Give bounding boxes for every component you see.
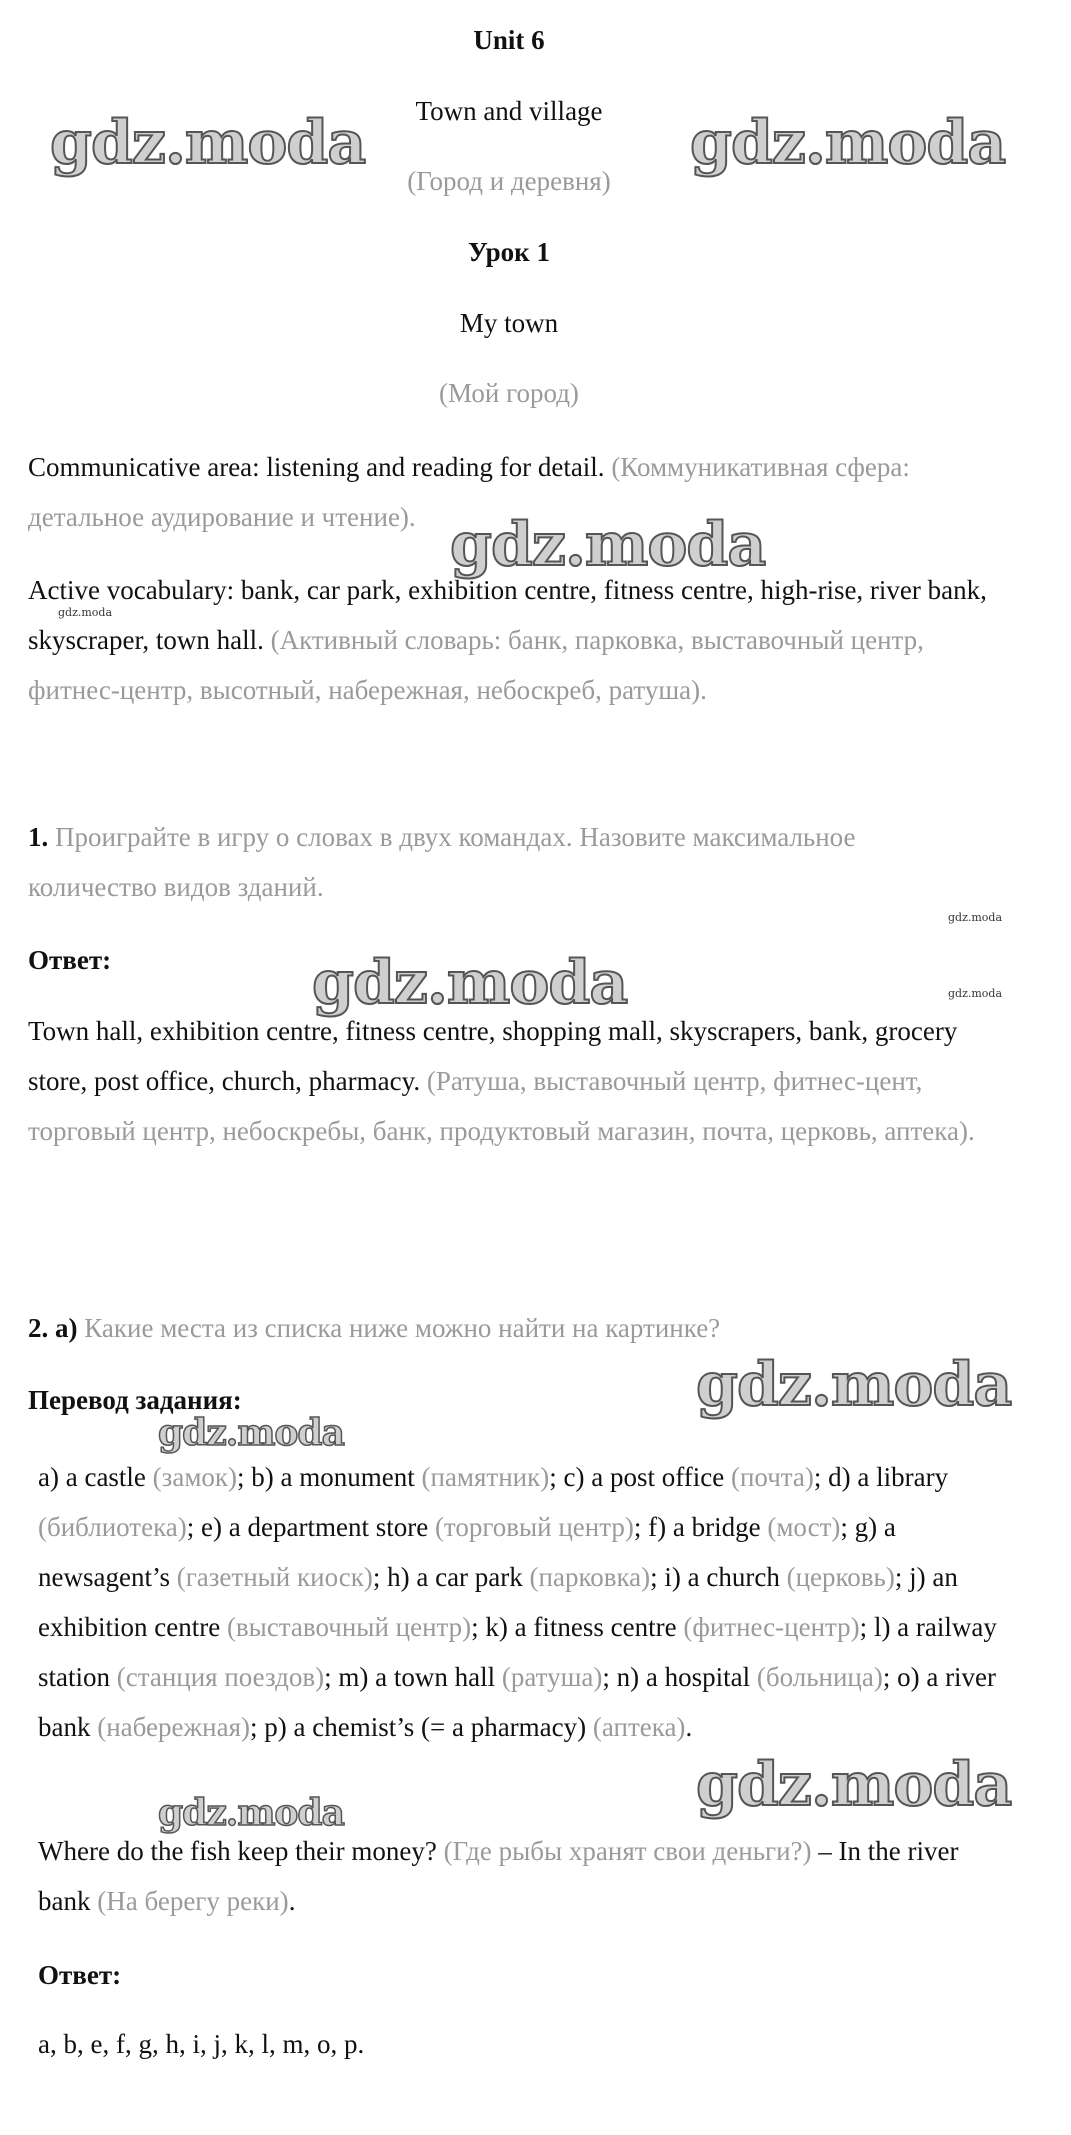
item-separator: ;: [372, 1562, 388, 1592]
item-translation: (торговый центр): [434, 1512, 634, 1542]
task-2-translation-label: Перевод задания:: [28, 1385, 242, 1415]
watermark-small: gdz.moda: [58, 606, 113, 619]
item-translation: (церковь): [786, 1562, 895, 1592]
item-translation: (парковка): [529, 1562, 651, 1592]
watermark-small: gdz.moda: [948, 911, 1003, 924]
watermark-small: gdz.moda: [948, 987, 1003, 1000]
item-label: m) a town hall: [338, 1662, 496, 1692]
lesson-title: My town: [459, 308, 559, 338]
item-label: p) a chemist’s (= a pharmacy): [264, 1712, 587, 1742]
item-separator: ;: [471, 1612, 486, 1642]
item-label: f) a bridge: [648, 1512, 761, 1542]
task-1-instruction-text: Проиграйте в игру о словах в двух командах. Назовите максимальное количество видов зданий.: [28, 822, 856, 902]
item-label: e) a department store: [201, 1512, 429, 1542]
item-translation: (библиотека): [38, 1512, 187, 1542]
item-separator: .: [685, 1712, 693, 1742]
task-2-instruction-text: Какие места из списка ниже можно найти на картинке?: [84, 1313, 721, 1343]
task-1-instruction: [28, 812, 978, 912]
task-2-instruction: [28, 1303, 720, 1353]
active-vocabulary-text: Active vocabulary: bank, car park, exhibition centre, fitness centre, high-rise, river bank, skyscraper, town hall.: [28, 575, 987, 655]
watermark-logo: gdz.moda: [50, 108, 366, 178]
item-translation: (выставочный центр): [226, 1612, 472, 1642]
item-translation: (станция поездов): [116, 1662, 325, 1692]
item-separator: ;: [186, 1512, 202, 1542]
item-label: g) a newsagent’s: [38, 1512, 896, 1592]
item-separator: ;: [237, 1462, 252, 1492]
item-translation: (почта): [730, 1462, 814, 1492]
item-label: l) a railway station: [38, 1612, 997, 1692]
lesson-title-translation: (Мой город): [439, 378, 579, 408]
watermark-logo: gdz.moda: [312, 948, 628, 1018]
joke-answer-translation: (На берегу реки): [97, 1886, 289, 1916]
item-translation: (замок): [152, 1462, 238, 1492]
item-separator: ;: [882, 1662, 898, 1692]
task-2-answer-label: Ответ:: [38, 1960, 122, 1990]
item-separator: ;: [250, 1712, 265, 1742]
item-separator: ;: [549, 1462, 564, 1492]
item-separator: ;: [633, 1512, 649, 1542]
unit-title-translation: (Город и деревня): [407, 166, 611, 196]
watermark-logo: gdz.moda: [696, 1750, 1012, 1820]
item-label: h) a car park: [387, 1562, 523, 1592]
item-label: j) an exhibition centre: [38, 1562, 958, 1642]
item-label: o) a river bank: [38, 1662, 997, 1742]
item-label: b) a monument: [251, 1462, 415, 1492]
item-translation: (газетный киоск): [176, 1562, 373, 1592]
unit-title: Town and village: [415, 96, 603, 126]
item-separator: ;: [602, 1662, 617, 1692]
communicative-area-translation: (Коммуникативная сфера: детальное аудирование и чтение).: [28, 452, 910, 532]
item-translation: (аптека): [592, 1712, 686, 1742]
task-2-number: 2. а): [28, 1313, 78, 1343]
task-1-answer: [28, 1006, 1003, 1156]
task-1-answer-translation: (Ратуша, выставочный центр, фитнес-цент, торговый центр, небоскребы, банк, продуктовый магазин, почта, церковь, аптека).: [28, 1066, 975, 1146]
item-label: a) a castle: [38, 1462, 146, 1492]
task-1-number: 1.: [28, 822, 49, 852]
task-2-items-list: [38, 1452, 1013, 1752]
item-label: c) a post office: [563, 1462, 725, 1492]
joke-period: .: [288, 1886, 296, 1916]
item-translation: (фитнес-центр): [683, 1612, 860, 1642]
item-separator: ;: [859, 1612, 874, 1642]
lesson-heading: Урок 1: [468, 237, 550, 267]
item-translation: (мост): [767, 1512, 841, 1542]
joke-answer: – In the river bank: [38, 1836, 959, 1916]
active-vocabulary-paragraph: [28, 565, 1018, 715]
item-separator: ;: [324, 1662, 339, 1692]
item-translation: (ратуша): [501, 1662, 603, 1692]
item-separator: ;: [813, 1462, 829, 1492]
item-translation: (набережная): [97, 1712, 251, 1742]
watermark-logo: gdz.moda: [450, 510, 766, 580]
item-separator: ;: [650, 1562, 665, 1592]
item-separator: ;: [840, 1512, 855, 1542]
watermark-logo: gdz.moda: [158, 1792, 344, 1834]
communicative-area-text: Communicative area: listening and reading for detail.: [28, 452, 605, 482]
task-1-answer-text: Town hall, exhibition centre, fitness centre, shopping mall, skyscrapers, bank, grocery store, post office, church, pharmacy.: [28, 1016, 958, 1096]
item-label: k) a fitness centre: [485, 1612, 677, 1642]
joke-question-translation: (Где рыбы хранят свои деньги?): [443, 1836, 812, 1866]
unit-heading: Unit 6: [473, 25, 545, 55]
watermark-logo: gdz.moda: [696, 1350, 1012, 1420]
task-2-joke: [38, 1826, 1013, 1926]
item-label: i) a church: [664, 1562, 780, 1592]
task-1-answer-label: Ответ:: [28, 945, 112, 975]
watermark-logo: gdz.moda: [158, 1412, 344, 1454]
watermark-logo: gdz.moda: [690, 108, 1006, 178]
item-translation: (памятник): [421, 1462, 550, 1492]
active-vocabulary-translation: (Активный словарь: банк, парковка, выставочный центр, фитнес-центр, высотный, набережная, небоскреб, ратуша).: [28, 625, 924, 705]
item-label: n) a hospital: [616, 1662, 751, 1692]
item-separator: ;: [894, 1562, 910, 1592]
item-label: d) a library: [828, 1462, 949, 1492]
item-translation: (больница): [756, 1662, 883, 1692]
joke-question: Where do the fish keep their money?: [38, 1836, 437, 1866]
task-2-answer: a, b, e, f, g, h, i, j, k, l, m, o, p.: [38, 2029, 365, 2059]
